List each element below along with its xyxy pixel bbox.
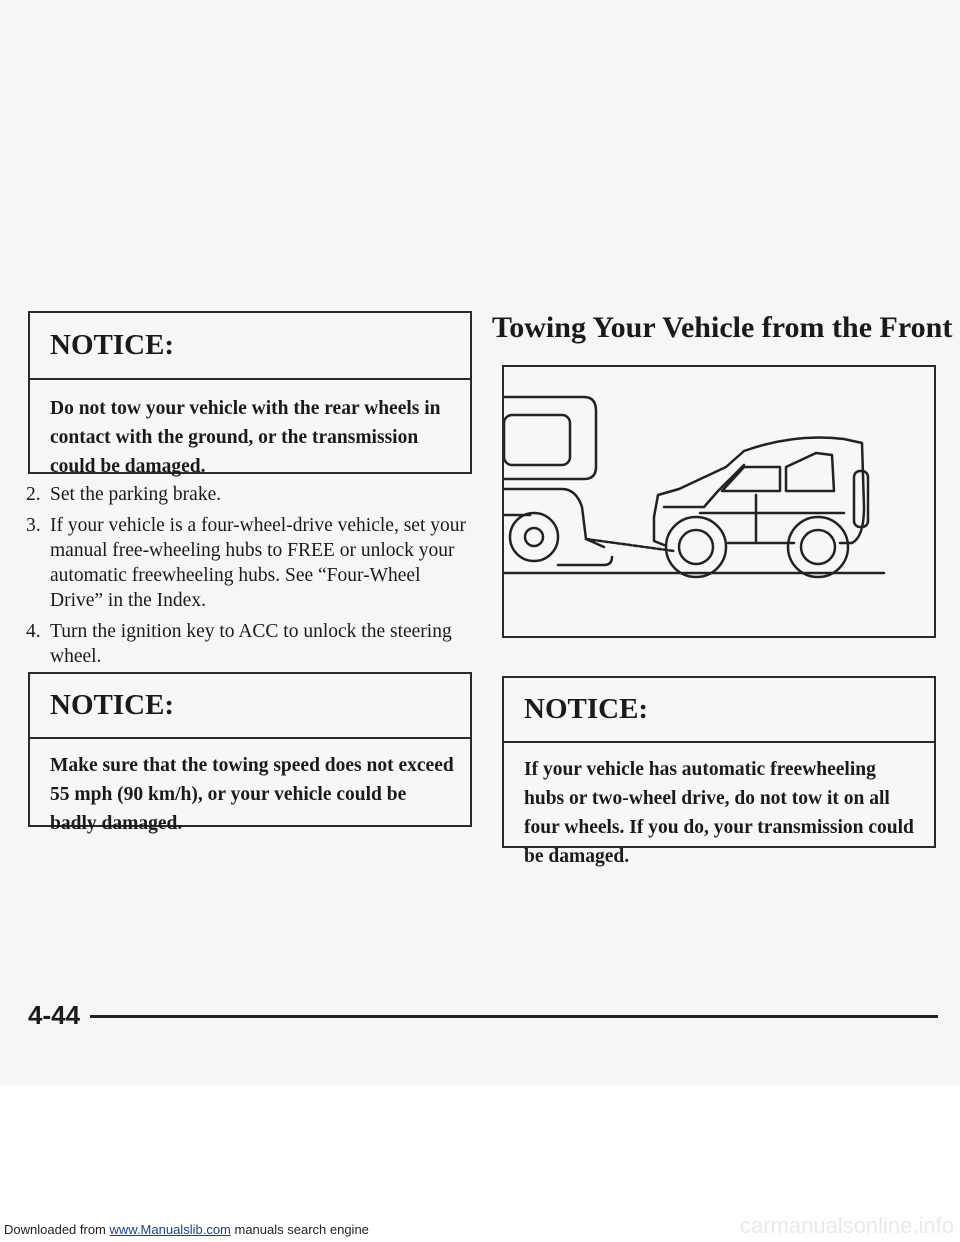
step-list xyxy=(26,482,466,675)
section-title: Towing Your Vehicle from the Front xyxy=(492,311,953,344)
notice-body: If your vehicle has automatic freewheeling hubs or two-wheel drive, do not tow it on all four wheels. If you do, your transmission could be damaged. xyxy=(524,759,914,867)
step-item xyxy=(26,513,466,613)
notice-body: Do not tow your vehicle with the rear wheels in contact with the ground, or the transmission could be damaged. xyxy=(50,398,441,477)
page-number: 4-44 xyxy=(28,1000,81,1030)
manualslib-link[interactable]: www.Manualslib.com xyxy=(109,1222,231,1237)
watermark: carmanualsonline.info xyxy=(739,1213,954,1238)
step-number: 2. xyxy=(26,484,41,505)
step-text: Set the parking brake. xyxy=(50,484,222,505)
footer-rule xyxy=(90,1015,938,1018)
notice-rear-wheels xyxy=(28,311,472,477)
download-prefix: Downloaded from xyxy=(4,1222,110,1237)
step-number: 3. xyxy=(26,515,41,536)
notice-heading: NOTICE: xyxy=(30,674,470,739)
download-suffix: manuals search engine xyxy=(230,1222,369,1237)
notice-heading: NOTICE: xyxy=(504,678,934,743)
tow-truck-and-vehicle-drawing xyxy=(504,367,934,636)
notice-body: Make sure that the towing speed does not exceed 55 mph (90 km/h), or your vehicle could be badly damaged. xyxy=(50,755,454,834)
step-text: Turn the ignition key to ACC to unlock the steering wheel. xyxy=(50,621,452,667)
step-number: 4. xyxy=(26,621,41,642)
download-notice xyxy=(4,1222,369,1237)
towing-illustration xyxy=(502,365,936,638)
notice-towing-speed xyxy=(28,672,472,834)
step-text: If your vehicle is a four-wheel-drive vehicle, set your manual free-wheeling hubs to FREE or unlock your automatic freewheeling hubs. See “Four-Wheel Drive” in the Index. xyxy=(50,515,466,611)
notice-freewheeling-hubs xyxy=(502,676,936,867)
notice-heading: NOTICE: xyxy=(30,313,470,380)
step-item xyxy=(26,482,466,507)
step-item xyxy=(26,619,466,669)
